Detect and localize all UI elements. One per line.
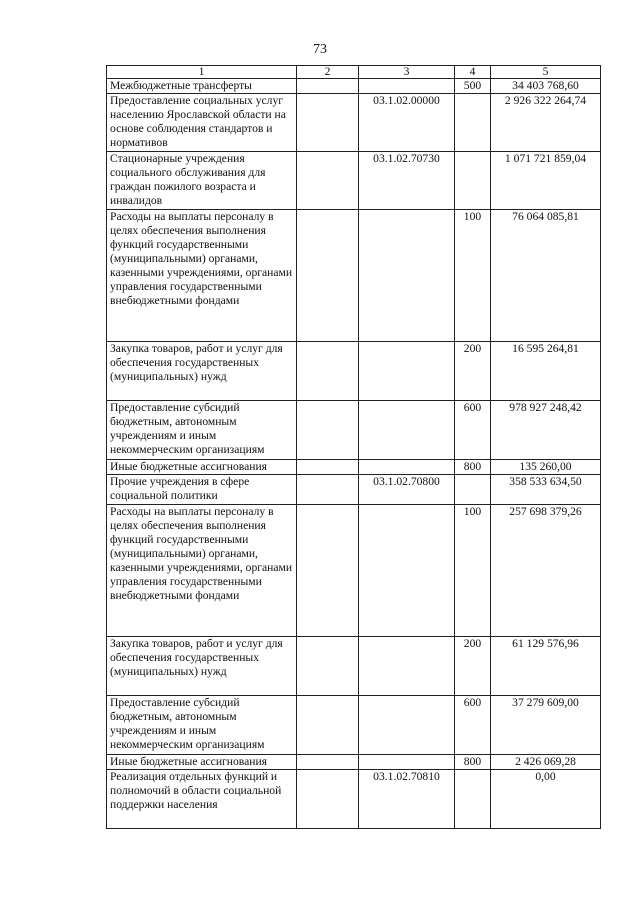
section-cell [297, 637, 359, 696]
amount-cell: 34 403 768,60 [491, 79, 601, 94]
expense-kind-cell [455, 94, 491, 152]
target-code-cell [359, 755, 455, 770]
expense-name-cell: Стационарные учреждения социального обслуживания для граждан пожилого возраста и инвалидов [107, 152, 297, 210]
table-row [107, 401, 601, 460]
target-code-cell [359, 696, 455, 755]
table-row [107, 696, 601, 755]
header-row [107, 66, 601, 79]
expense-kind-cell: 800 [455, 460, 491, 475]
column-header-3: 3 [359, 66, 455, 79]
amount-cell: 257 698 379,26 [491, 505, 601, 637]
target-code-cell: 03.1.02.70730 [359, 152, 455, 210]
budget-table [106, 65, 601, 829]
column-header-5: 5 [491, 66, 601, 79]
expense-name-cell: Иные бюджетные ассигнования [107, 460, 297, 475]
target-code-cell: 03.1.02.70800 [359, 475, 455, 505]
section-cell [297, 460, 359, 475]
amount-cell: 37 279 609,00 [491, 696, 601, 755]
table-row [107, 637, 601, 696]
expense-name-cell: Межбюджетные трансферты [107, 79, 297, 94]
section-cell [297, 770, 359, 829]
table-row [107, 342, 601, 401]
amount-cell: 135 260,00 [491, 460, 601, 475]
expense-name-cell: Предоставление субсидий бюджетным, автономным учреждениям и иным некоммерческим организациям [107, 401, 297, 460]
expense-name-cell: Закупка товаров, работ и услуг для обеспечения государственных (муниципальных) нужд [107, 637, 297, 696]
expense-name-cell: Предоставление субсидий бюджетным, автономным учреждениям и иным некоммерческим организациям [107, 696, 297, 755]
expense-name-cell: Расходы на выплаты персоналу в целях обеспечения выполнения функций государственными (муниципальными) органами, казенными учреждениями, органами управления государственными внебюджетными фондами [107, 210, 297, 342]
section-cell [297, 505, 359, 637]
expense-name-cell: Закупка товаров, работ и услуг для обеспечения государственных (муниципальных) нужд [107, 342, 297, 401]
amount-cell: 2 926 322 264,74 [491, 94, 601, 152]
expense-name-cell: Прочие учреждения в сфере социальной политики [107, 475, 297, 505]
amount-cell: 16 595 264,81 [491, 342, 601, 401]
page-number: 73 [313, 42, 327, 57]
expense-kind-cell [455, 770, 491, 829]
section-cell [297, 401, 359, 460]
target-code-cell: 03.1.02.70810 [359, 770, 455, 829]
table-row [107, 94, 601, 152]
expense-name-cell: Реализация отдельных функций и полномочий в области социальной поддержки населения [107, 770, 297, 829]
amount-cell: 0,00 [491, 770, 601, 829]
target-code-cell [359, 637, 455, 696]
expense-kind-cell: 800 [455, 755, 491, 770]
amount-cell: 358 533 634,50 [491, 475, 601, 505]
column-header-1: 1 [107, 66, 297, 79]
expense-kind-cell [455, 152, 491, 210]
column-header-2: 2 [297, 66, 359, 79]
expense-kind-cell: 100 [455, 210, 491, 342]
table-row [107, 210, 601, 342]
table-row [107, 505, 601, 637]
section-cell [297, 94, 359, 152]
amount-cell: 978 927 248,42 [491, 401, 601, 460]
section-cell [297, 475, 359, 505]
target-code-cell [359, 401, 455, 460]
expense-name-cell: Расходы на выплаты персоналу в целях обеспечения выполнения функций государственными (муниципальными) органами, казенными учреждениями, органами управления государственными внебюджетными фондами [107, 505, 297, 637]
amount-cell: 1 071 721 859,04 [491, 152, 601, 210]
amount-cell: 2 426 069,28 [491, 755, 601, 770]
expense-kind-cell: 600 [455, 401, 491, 460]
target-code-cell [359, 460, 455, 475]
table-row [107, 755, 601, 770]
expense-kind-cell: 200 [455, 342, 491, 401]
expense-name-cell: Предоставление социальных услуг населению Ярославской области на основе соблюдения стандартов и нормативов [107, 94, 297, 152]
expense-name-cell: Иные бюджетные ассигнования [107, 755, 297, 770]
expense-kind-cell: 200 [455, 637, 491, 696]
expense-kind-cell: 500 [455, 79, 491, 94]
expense-kind-cell: 100 [455, 505, 491, 637]
table-row [107, 475, 601, 505]
table-row [107, 79, 601, 94]
section-cell [297, 755, 359, 770]
section-cell [297, 210, 359, 342]
table-row [107, 152, 601, 210]
section-cell [297, 696, 359, 755]
target-code-cell [359, 79, 455, 94]
table-row [107, 770, 601, 829]
target-code-cell [359, 210, 455, 342]
section-cell [297, 152, 359, 210]
expense-kind-cell: 600 [455, 696, 491, 755]
section-cell [297, 79, 359, 94]
target-code-cell [359, 505, 455, 637]
table-row [107, 460, 601, 475]
amount-cell: 76 064 085,81 [491, 210, 601, 342]
expense-kind-cell [455, 475, 491, 505]
target-code-cell: 03.1.02.00000 [359, 94, 455, 152]
target-code-cell [359, 342, 455, 401]
column-header-4: 4 [455, 66, 491, 79]
section-cell [297, 342, 359, 401]
amount-cell: 61 129 576,96 [491, 637, 601, 696]
